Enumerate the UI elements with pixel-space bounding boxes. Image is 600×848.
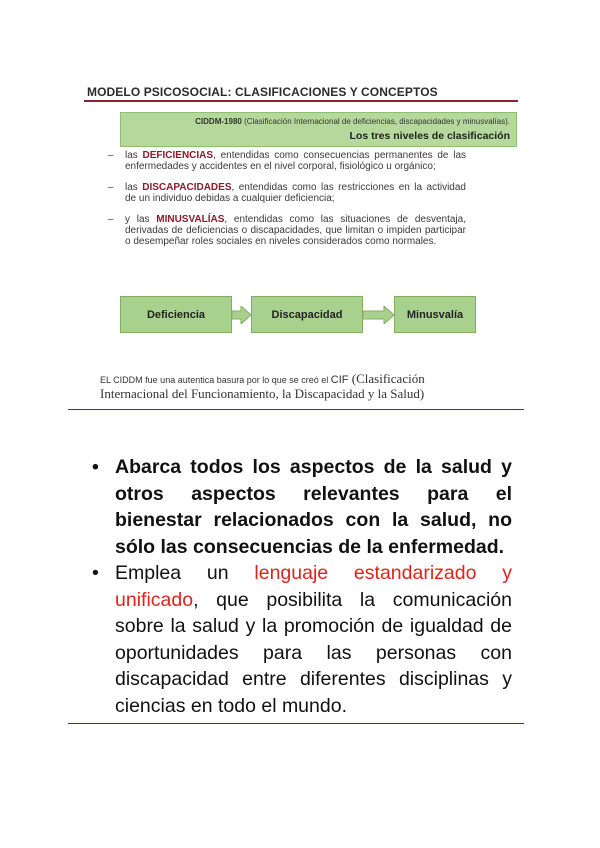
ciddm-name: CIDDM-1980	[195, 117, 242, 126]
levels-subtitle: Los tres niveles de clasificación	[349, 130, 510, 142]
bullet-marker: •	[92, 562, 99, 584]
keyword-discapacidades: DISCAPACIDADES	[142, 182, 232, 193]
definition-discapacidades	[108, 182, 466, 204]
dash-marker: –	[108, 182, 114, 193]
definition-text: , entendidas como las situaciones de desventaja, derivadas de deficiencias o discapacidades, que limitan o impiden participar o desempeñar roles sociales en niveles considerados como normales.	[125, 214, 466, 247]
definition-prefix: y las	[125, 214, 157, 225]
note-text: EL CIDDM fue una autentica basura por lo que se creó el	[100, 375, 331, 385]
flow-step-deficiencia: Deficiencia	[120, 296, 232, 333]
ciddm-caption	[195, 117, 510, 126]
bullet-text: Abarca todos los aspectos de la salud y otros aspectos relevantes para el bienestar relacionados con la salud, no sólo las consecuencias de la enfermedad.	[115, 456, 512, 558]
keyword-deficiencias: DEFICIENCIAS	[142, 150, 214, 161]
dash-marker: –	[108, 150, 114, 161]
cif-name-end: Internacional del Funcionamiento, la Discapacidad y la Salud)	[100, 386, 425, 401]
title-underline	[84, 100, 518, 102]
arrow-right-icon	[363, 306, 395, 324]
cif-acronym: CIF	[330, 374, 349, 386]
flow-step-discapacidad: Discapacidad	[251, 296, 363, 333]
definition-prefix: las	[125, 182, 143, 193]
dash-marker: –	[108, 214, 114, 225]
slide-title: MODELO PSICOSOCIAL: CLASIFICACIONES Y CONCEPTOS	[87, 85, 438, 99]
highlight-lenguaje: lenguaje estandarizado y unificado	[115, 562, 512, 611]
cif-bullets	[92, 454, 512, 719]
ciddm-header-box	[120, 112, 517, 147]
definition-minusvalias	[108, 214, 466, 247]
arrow-right-icon	[232, 306, 252, 324]
divider-bottom	[68, 723, 524, 724]
bullet-emplea	[92, 560, 512, 719]
ciddm-description: (Clasificación Internacional de deficiencias, discapacidades y minusvalías).	[244, 117, 510, 126]
definition-text: , entendidas como consecuencias permanentes de las enfermedades y accidentes en el nivel corporal, fisiológico u orgánico;	[125, 150, 467, 172]
flow-step-minusvalia: Minusvalía	[394, 296, 476, 333]
bullet-text: , que posibilita la comunicación sobre la salud y la promoción de igualdad de oportunidades para las personas con discapacidad entre diferentes disciplinas y ciencias en todo el mundo.	[115, 588, 512, 717]
cif-note	[100, 372, 540, 402]
definitions-list	[108, 150, 466, 257]
keyword-minusvalias: MINUSVALÍAS	[156, 214, 225, 225]
definition-deficiencias	[108, 150, 466, 172]
definition-text: , entendidas como las restricciones en la actividad de un individuo debidas a cualquier deficiencia;	[125, 182, 466, 204]
bullet-marker: •	[92, 456, 99, 478]
bullet-text: Emplea un	[115, 562, 255, 584]
cif-name-start: (Clasificación	[348, 371, 425, 386]
divider-top	[68, 409, 524, 410]
bullet-abarca	[92, 454, 512, 560]
definition-prefix: las	[125, 150, 143, 161]
